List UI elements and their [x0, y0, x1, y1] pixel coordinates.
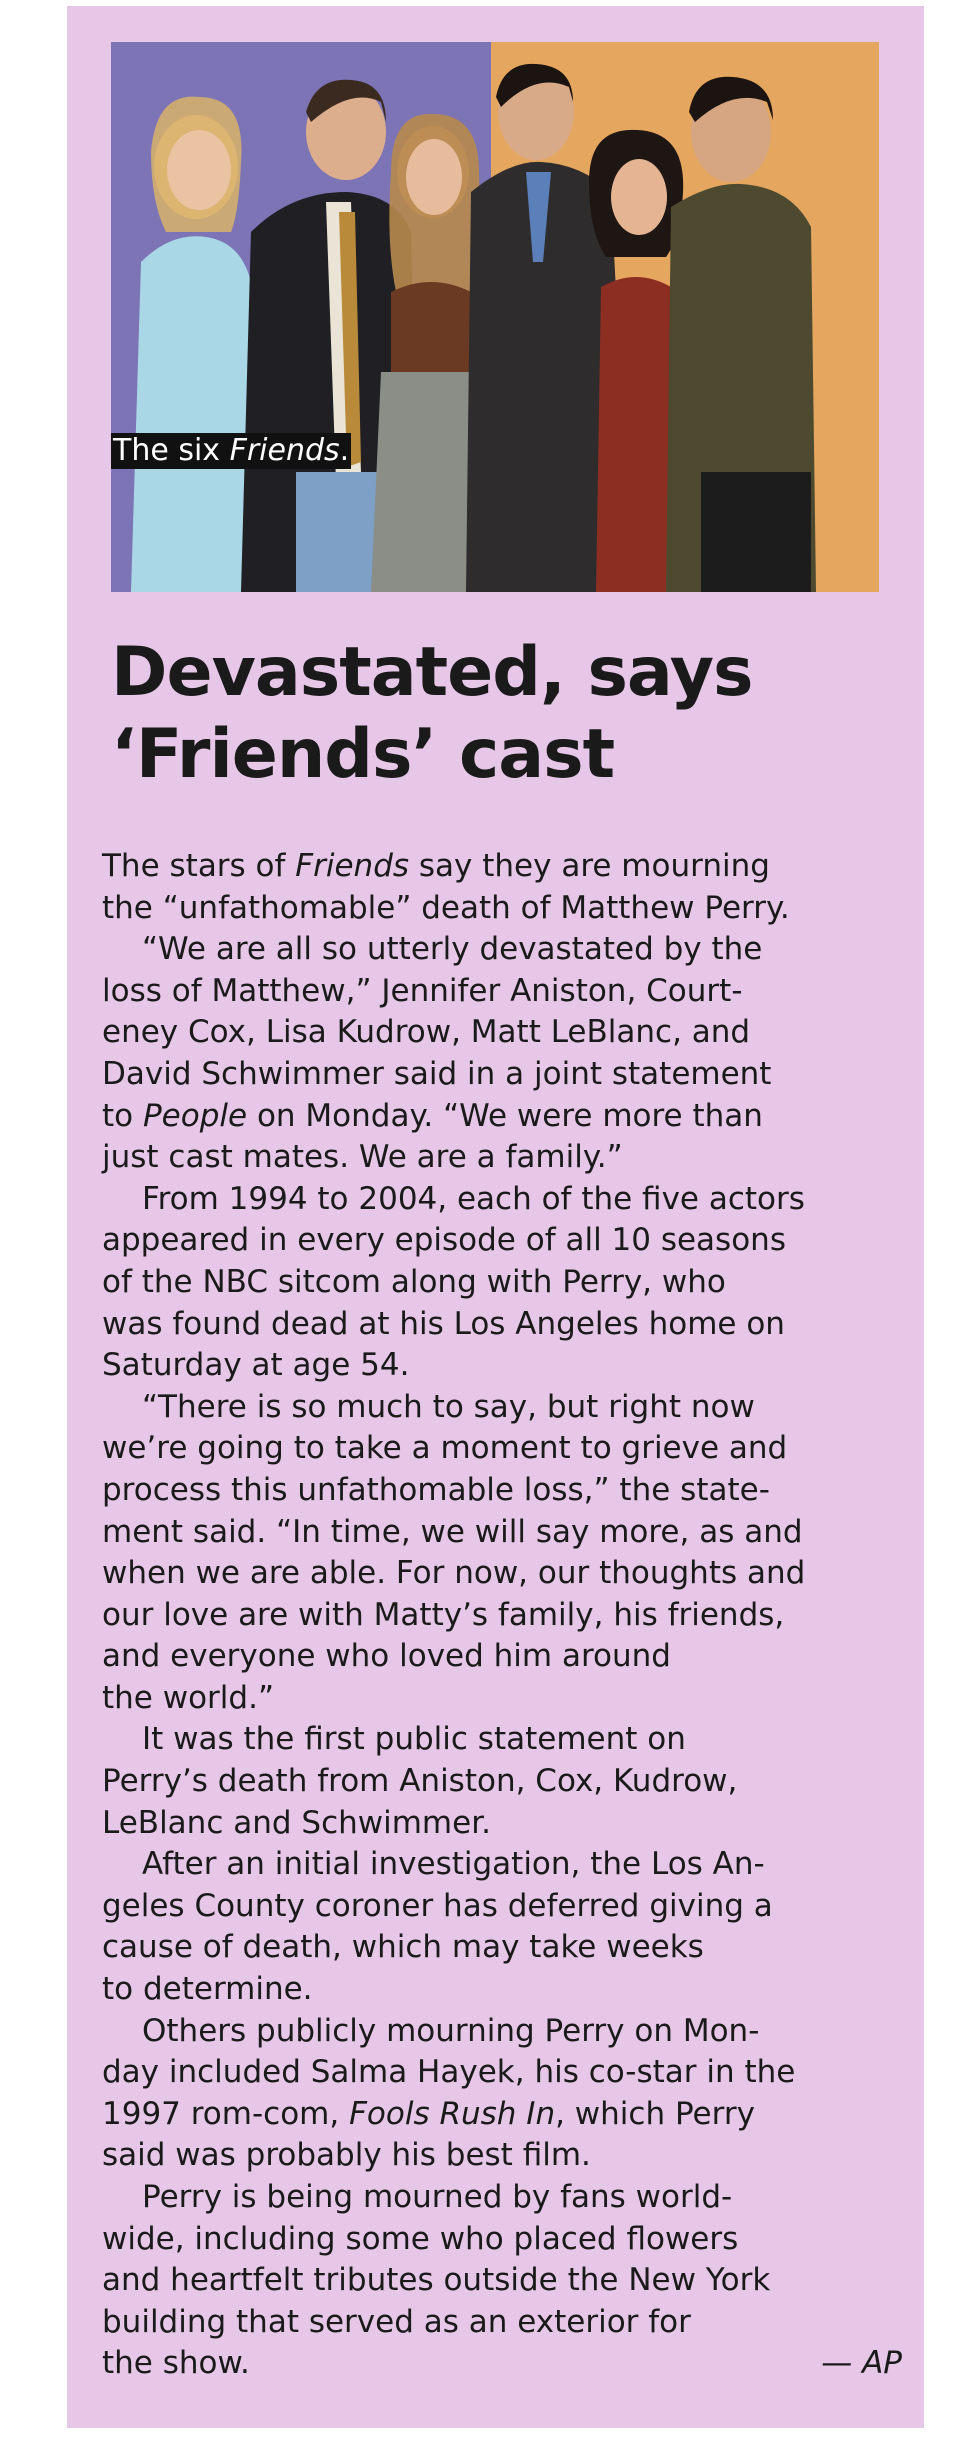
article-line: [102, 929, 902, 971]
cast-photo: [111, 42, 879, 592]
article-line: [102, 1927, 902, 1969]
text-run: wide, including some who placed flowers: [102, 2220, 739, 2257]
article-line: [102, 2260, 902, 2302]
article-line: [102, 1470, 902, 1512]
caption-suffix: .: [339, 433, 350, 468]
text-run: was found dead at his Los Angeles home on: [102, 1305, 785, 1342]
article-line: [102, 1512, 902, 1554]
article-line: [102, 2094, 902, 2136]
text-run: when we are able. For now, our thoughts and: [102, 1555, 806, 1592]
text-run: on Monday. “We were more than: [247, 1097, 763, 1134]
article-line: [102, 1636, 902, 1678]
text-run: the world.”: [102, 1679, 274, 1716]
text-run: the show.: [102, 2345, 250, 2382]
text-run: said was probably his best film.: [102, 2137, 591, 2174]
article-line: [102, 1719, 902, 1761]
article-body: [102, 846, 902, 2385]
text-run: say they are mourning: [409, 848, 770, 884]
article-line: [102, 888, 902, 930]
text-run: It was the first public statement on: [142, 1721, 686, 1758]
headline-line-2: ‘Friends’ cast: [111, 715, 615, 794]
text-run: loss of Matthew,” Jennifer Aniston, Court-: [102, 972, 743, 1009]
text-run: and everyone who loved him around: [102, 1638, 671, 1675]
text-run: , which Perry: [555, 2095, 755, 2132]
text-run: David Schwimmer said in a joint statement: [102, 1055, 772, 1092]
text-run: day included Salma Hayek, his co-star in the: [102, 2054, 796, 2091]
text-run: ment said. “In time, we will say more, as and: [102, 1513, 803, 1550]
article-line: [102, 1886, 902, 1928]
text-run: we’re going to take a moment to grieve and: [102, 1430, 788, 1467]
text-run: Perry is being mourned by fans world-: [142, 2179, 733, 2215]
text-run: From 1994 to 2004, each of the five actors: [142, 1180, 805, 1217]
article-line: [102, 1844, 902, 1886]
article-line: [102, 1553, 902, 1595]
text-run: LeBlanc and Schwimmer.: [102, 1804, 491, 1841]
text-run: appeared in every episode of all 10 seasons: [102, 1222, 786, 1259]
text-run: building that served as an exterior for: [102, 2303, 691, 2340]
article-line: [102, 1304, 902, 1346]
article-line: [102, 2135, 902, 2177]
text-run: eney Cox, Lisa Kudrow, Matt LeBlanc, and: [102, 1014, 751, 1051]
italic-title: Friends: [295, 848, 410, 884]
text-run: After an initial investigation, the Los An-: [142, 1846, 765, 1883]
article-line: [102, 2343, 902, 2385]
photo-caption: [111, 433, 351, 469]
article-line: [102, 1428, 902, 1470]
article-line: [102, 1803, 902, 1845]
caption-show-title: Friends: [229, 433, 340, 468]
article-line: [102, 2302, 902, 2344]
text-run: cause of death, which may take weeks: [102, 1929, 704, 1966]
article-line: [102, 2177, 902, 2219]
article-line: [102, 1761, 902, 1803]
text-run: to determine.: [102, 1971, 313, 2008]
text-run: Saturday at age 54.: [102, 1347, 410, 1384]
article-line: [102, 846, 902, 888]
text-run: just cast mates. We are a family.”: [102, 1139, 623, 1176]
text-run: “We are all so utterly devastated by the: [142, 931, 763, 968]
article-line: [102, 1012, 902, 1054]
text-run: “There is so much to say, but right now: [142, 1388, 755, 1425]
article-line: [102, 2052, 902, 2094]
article-panel: [67, 6, 924, 2428]
headline: [111, 632, 891, 796]
article-line: [102, 971, 902, 1013]
text-run: Others publicly mourning Perry on Mon-: [142, 2012, 760, 2049]
headline-line-1: Devastated, says: [111, 633, 753, 712]
byline: — AP: [821, 2345, 902, 2382]
caption-prefix: The six: [113, 433, 230, 468]
article-line: [102, 1220, 902, 1262]
text-run: geles County coroner has deferred giving a: [102, 1887, 773, 1924]
article-line: [102, 1595, 902, 1637]
text-run: our love are with Matty’s family, his friends,: [102, 1596, 785, 1633]
text-run: process this unfathomable loss,” the state-: [102, 1471, 770, 1508]
article-line: [102, 1678, 902, 1720]
article-line: [102, 1969, 902, 2011]
article-line: [102, 1387, 902, 1429]
article-line: [102, 1137, 902, 1179]
article-line: [102, 2219, 902, 2261]
text-run: and heartfelt tributes outside the New York: [102, 2262, 771, 2299]
text-run: the “unfathomable” death of Matthew Perry.: [102, 889, 790, 926]
text-run: 1997 rom-com,: [102, 2095, 350, 2132]
italic-title: Fools Rush In: [349, 2095, 556, 2132]
article-line: [102, 1345, 902, 1387]
text-run: Perry’s death from Aniston, Cox, Kudrow,: [102, 1763, 738, 1800]
article-line: [102, 1096, 902, 1138]
article-line: [102, 2011, 902, 2053]
cast-photo-illustration: [111, 42, 879, 592]
article-line: [102, 1054, 902, 1096]
article-line: [102, 1262, 902, 1304]
text-run: to: [102, 1097, 143, 1134]
article-line: [102, 1179, 902, 1221]
text-run: of the NBC sitcom along with Perry, who: [102, 1263, 726, 1300]
text-run: The stars of: [102, 848, 296, 884]
italic-title: People: [142, 1097, 248, 1134]
